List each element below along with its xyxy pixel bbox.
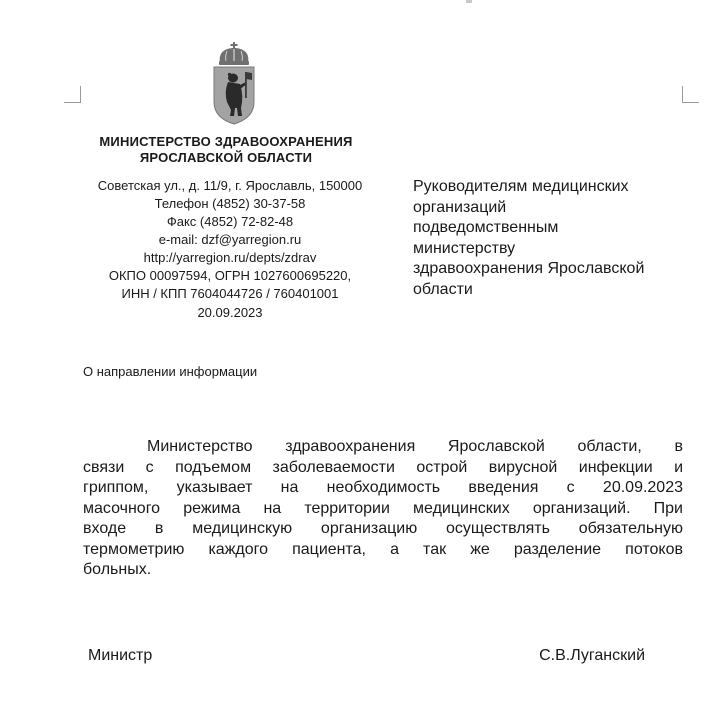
recipient-line: области [413, 280, 473, 298]
ministry-name-line-2: ЯРОСЛАВСКОЙ ОБЛАСТИ [139, 150, 313, 165]
body-line: связи с подъемом заболеваемости острой вирусной инфекции и [83, 458, 683, 476]
scan-artifact [466, 0, 472, 3]
recipient-block [413, 177, 703, 301]
contact-fax: Факс (4852) 72-82-48 [166, 214, 294, 229]
signatory-name: С.В.Луганский [539, 647, 645, 664]
contact-address: Советская ул., д. 11/9, г. Ярославль, 150000 [97, 178, 363, 193]
body-line: Министерство здравоохранения Ярославской области, в [147, 438, 683, 455]
body-line: гриппом, указывает на необходимость введения с 20.09.2023 [83, 479, 683, 496]
body-line: входе в медицинскую организацию осуществлять обязательную [83, 520, 683, 537]
ministry-name-line-1: МИНИСТЕРСТВО ЗДРАВООХРАНЕНИЯ [99, 134, 353, 149]
recipient-line: здравоохранения Ярославской [413, 260, 645, 278]
margin-corner-mark-left [64, 86, 81, 103]
signatory-title: Министр [88, 647, 153, 664]
recipient-line: министерству [413, 239, 516, 257]
contact-okpo-ogrn: ОКПО 00097594, ОГРН 1027600695220, [108, 268, 352, 283]
contact-phone: Телефон (4852) 30-37-58 [154, 196, 306, 211]
letter-body [83, 437, 683, 581]
letter-subject: О направлении информации [83, 364, 258, 379]
ministry-name [60, 134, 392, 166]
body-line: больных. [83, 561, 152, 578]
recipient-line: организаций [413, 198, 507, 216]
margin-corner-mark-right [682, 86, 699, 103]
ministry-contacts [60, 177, 400, 303]
yaroslavl-coat-of-arms-icon [206, 42, 262, 126]
recipient-line: Руководителям медицинских [413, 178, 629, 195]
body-line: термометрию каждого пациента, а так же разделение потоков [83, 540, 683, 558]
contact-inn-kpp: ИНН / КПП 7604044726 / 760401001 [121, 286, 339, 301]
contact-website: http://yarregion.ru/depts/zdrav [143, 250, 317, 265]
contact-email: e-mail: dzf@yarregion.ru [158, 232, 302, 247]
document-date: 20.09.2023 [197, 305, 263, 320]
recipient-line: подведомственным [413, 219, 559, 237]
body-line: масочного режима на территории медицинских организаций. При [83, 499, 683, 517]
